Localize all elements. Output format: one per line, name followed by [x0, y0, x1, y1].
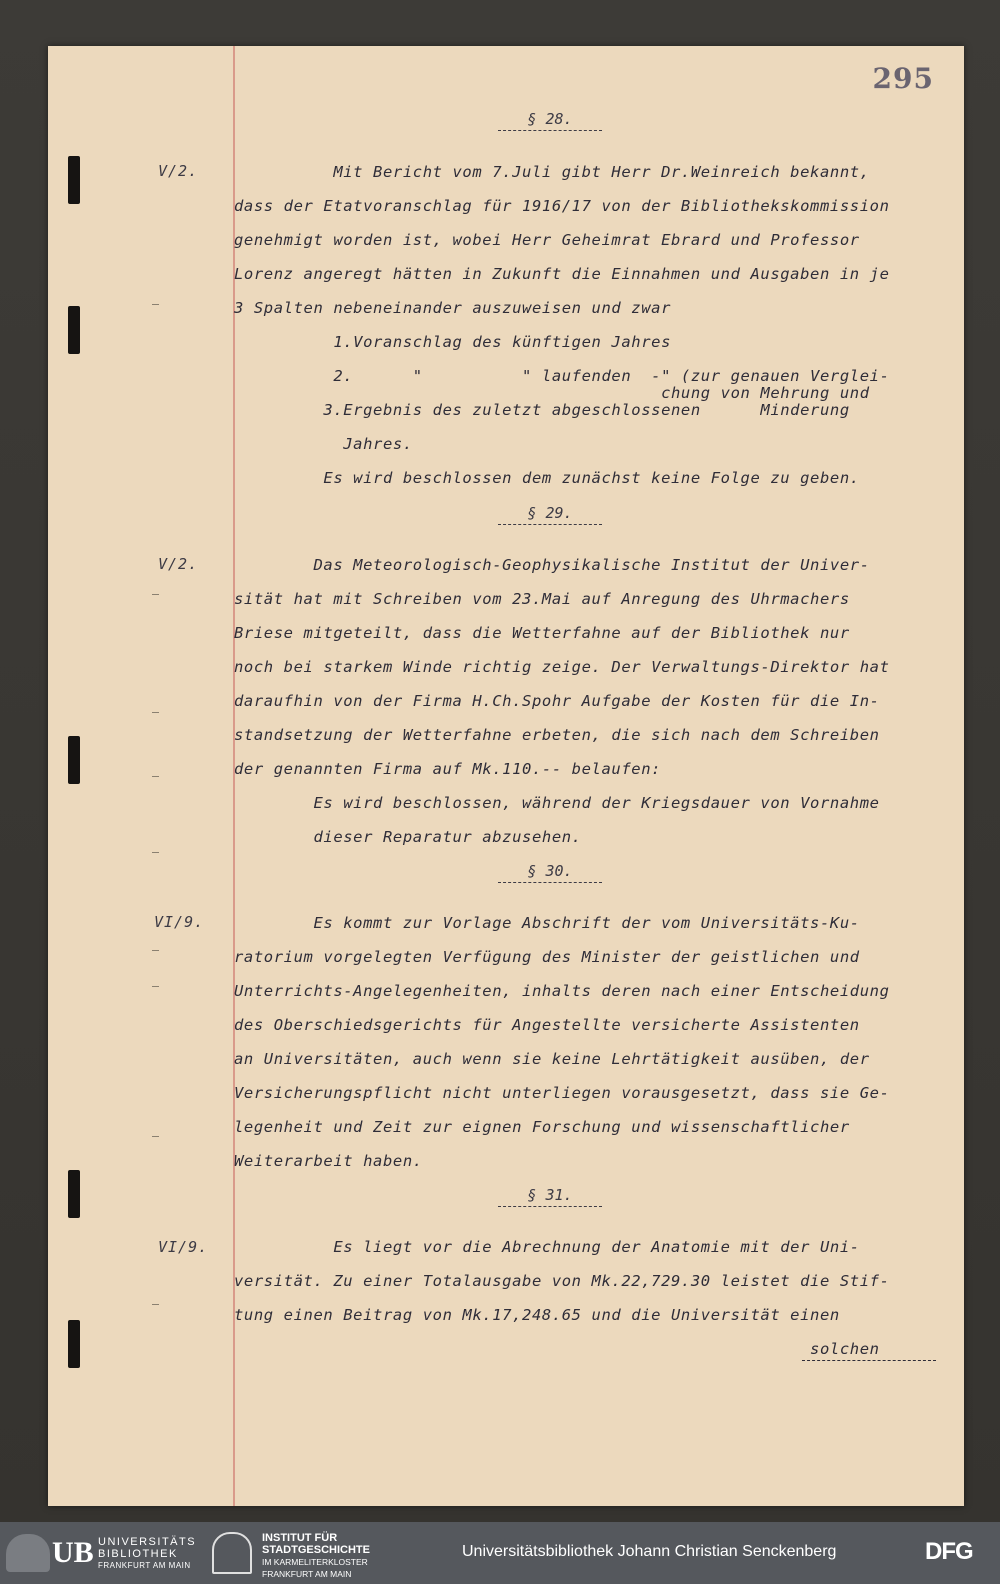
text-line: chung von Mehrung und: [234, 384, 870, 402]
text-line: Es wird beschlossen dem zunächst keine Folge zu geben.: [234, 469, 860, 487]
text-line: Jahres.: [234, 435, 413, 453]
punch-hole: [68, 156, 80, 204]
text-line: Es wird beschlossen, während der Kriegsdauer von Vornahme: [234, 794, 880, 812]
text-line: 1.Voranschlag des künftigen Jahres: [234, 333, 671, 351]
punch-hole: [68, 1320, 80, 1368]
ub-line: BIBLIOTHEK: [98, 1548, 178, 1560]
text-line: Lorenz angeregt hätten in Zukunft die Einnahmen und Ausgaben in je: [234, 265, 890, 283]
margin-reference: V/2.: [158, 162, 199, 180]
text-line: solchen: [234, 1340, 880, 1358]
text-line: genehmigt worden ist, wobei Herr Geheimrat Ebrard und Professor: [234, 231, 860, 249]
ub-line: UNIVERSITÄTS: [98, 1536, 197, 1548]
punch-hole: [68, 736, 80, 784]
text-line: sität hat mit Schreiben vom 23.Mai auf Anregung des Uhrmachers: [234, 590, 850, 608]
text-line: Briese mitgeteilt, dass die Wetterfahne auf der Bibliothek nur: [234, 624, 850, 642]
section-heading-text: § 28.: [527, 110, 573, 128]
footer-bar: [0, 1522, 1000, 1584]
text-line: standsetzung der Wetterfahne erbeten, die sich nach dem Schreiben: [234, 726, 880, 744]
text-line: Versicherungspflicht nicht unterliegen vorausgesetzt, dass sie Ge-: [234, 1084, 890, 1102]
section-heading-text: § 29.: [527, 504, 573, 522]
document-page: [48, 46, 964, 1506]
ub-logo-text: [98, 1536, 196, 1572]
margin-reference: VI/9.: [158, 1238, 209, 1256]
section-heading: [498, 504, 602, 525]
margin-dash: [152, 950, 159, 951]
section-heading-text: § 31.: [527, 1186, 573, 1204]
text-line: ratorium vorgelegten Verfügung des Minister der geistlichen und: [234, 948, 860, 966]
margin-dash: [152, 594, 159, 595]
text-line: versität. Zu einer Totalausgabe von Mk.22,729.30 leistet die Stif-: [234, 1272, 890, 1290]
ub-logo-mark: UB: [52, 1536, 94, 1569]
margin-dash: [152, 1304, 159, 1305]
text-line: dieser Reparatur abzusehen.: [234, 828, 582, 846]
text-line: 2. " " laufenden -" (zur genauen Verglei-: [234, 367, 890, 385]
ub-line: FRANKFURT AM MAIN: [98, 1561, 191, 1570]
margin-reference: VI/9.: [154, 913, 205, 931]
isg-logo-text: [262, 1532, 370, 1580]
text-line: Weiterarbeit haben.: [234, 1152, 423, 1170]
page-number: 295: [872, 62, 934, 95]
text-line: Das Meteorologisch-Geophysikalische Institut der Univer-: [234, 556, 870, 574]
isg-line: IM KARMELITERKLOSTER: [262, 1557, 368, 1567]
dfg-logo: DFG: [925, 1538, 973, 1565]
text-line: legenheit und Zeit zur eignen Forschung und wissenschaftlicher: [234, 1118, 850, 1136]
isg-arch-icon: [212, 1532, 252, 1574]
margin-reference: V/2.: [158, 555, 199, 573]
margin-dash: [152, 712, 159, 713]
text-line: 3.Ergebnis des zuletzt abgeschlossenen Minderung: [234, 401, 850, 419]
margin-dash: [152, 1136, 159, 1137]
isg-line: FRANKFURT AM MAIN: [262, 1569, 352, 1579]
text-line: tung einen Beitrag von Mk.17,248.65 und die Universität einen: [234, 1306, 840, 1324]
text-line: Es liegt vor die Abrechnung der Anatomie mit der Uni-: [234, 1238, 860, 1256]
text-line: daraufhin von der Firma H.Ch.Spohr Aufgabe der Kosten für die In-: [234, 692, 880, 710]
text-line: der genannten Firma auf Mk.110.-- belaufen:: [234, 760, 662, 778]
margin-dash: [152, 852, 159, 853]
text-line: noch bei starkem Winde richtig zeige. Der Verwaltungs-Direktor hat: [234, 658, 890, 676]
ub-seal-icon: [6, 1534, 50, 1572]
punch-hole: [68, 306, 80, 354]
margin-dash: [152, 776, 159, 777]
continuation-rule: [802, 1360, 936, 1361]
margin-dash: [152, 986, 159, 987]
section-heading: [498, 110, 602, 131]
section-heading: [498, 1186, 602, 1207]
isg-line: STADTGESCHICHTE: [262, 1544, 370, 1556]
section-heading: [498, 862, 602, 883]
text-line: des Oberschiedsgerichts für Angestellte versicherte Assistenten: [234, 1016, 860, 1034]
text-line: Unterrichts-Angelegenheiten, inhalts deren nach einer Entscheidung: [234, 982, 890, 1000]
margin-dash: [152, 304, 159, 305]
text-line: 3 Spalten nebeneinander auszuweisen und zwar: [234, 299, 671, 317]
text-line: Mit Bericht vom 7.Juli gibt Herr Dr.Weinreich bekannt,: [234, 163, 870, 181]
text-line: an Universitäten, auch wenn sie keine Lehrtätigkeit ausüben, der: [234, 1050, 870, 1068]
text-line: Es kommt zur Vorlage Abschrift der vom Universitäts-Ku-: [234, 914, 860, 932]
section-heading-text: § 30.: [527, 862, 573, 880]
text-line: dass der Etatvoranschlag für 1916/17 von der Bibliothekskommission: [234, 197, 890, 215]
isg-line: INSTITUT FÜR: [262, 1532, 338, 1544]
punch-hole: [68, 1170, 80, 1218]
library-name: Universitätsbibliothek Johann Christian Senckenberg: [462, 1543, 837, 1560]
